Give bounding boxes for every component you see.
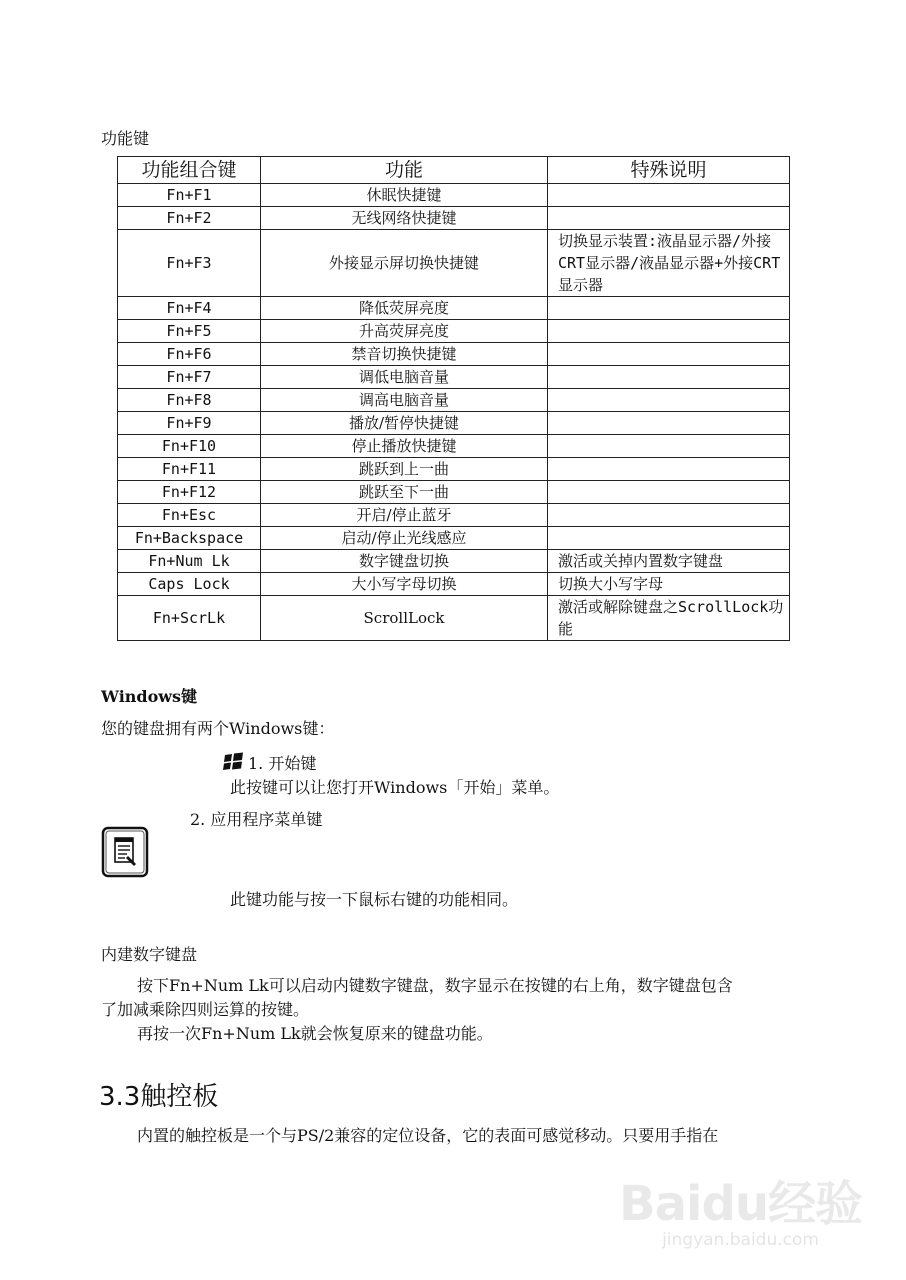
- table-row: [118, 412, 790, 435]
- table-row: [118, 343, 790, 366]
- keypad-para-line2: 了加减乘除四则运算的按键。: [101, 1000, 310, 1019]
- cell-function: 无线网络快捷键: [261, 207, 548, 230]
- cell-function: 数字键盘切换: [261, 550, 548, 573]
- cell-function: ScrollLock: [261, 596, 548, 641]
- cell-key-combo: Fn+F10: [118, 435, 261, 458]
- table-row: [118, 596, 790, 641]
- table-row: [118, 389, 790, 412]
- cell-key-combo: Caps Lock: [118, 573, 261, 596]
- cell-function: 跳跃至下一曲: [261, 481, 548, 504]
- table-row: [118, 230, 790, 297]
- table-row: [118, 527, 790, 550]
- windows-intro: 您的键盘拥有两个Windows键：: [101, 719, 335, 738]
- table-row: [118, 297, 790, 320]
- cell-function: 调高电脑音量: [261, 389, 548, 412]
- cell-note: [548, 389, 790, 412]
- table-row: [118, 504, 790, 527]
- cell-key-combo: Fn+F4: [118, 297, 261, 320]
- cell-key-combo: Fn+F5: [118, 320, 261, 343]
- header-note: 特殊说明: [548, 157, 790, 184]
- section-title-windows-key: Windows键: [101, 687, 198, 706]
- cell-note: [548, 366, 790, 389]
- cell-note: 激活或关掉内置数字键盘: [548, 550, 790, 573]
- table-row: [118, 573, 790, 596]
- cell-function: 停止播放快捷键: [261, 435, 548, 458]
- cell-function: 休眠快捷键: [261, 184, 548, 207]
- windows-logo-icon: [222, 752, 246, 772]
- cell-key-combo: Fn+F3: [118, 230, 261, 297]
- header-function: 功能: [261, 157, 548, 184]
- cell-key-combo: Fn+F2: [118, 207, 261, 230]
- cell-key-combo: Fn+Num Lk: [118, 550, 261, 573]
- cell-function: 禁音切换快捷键: [261, 343, 548, 366]
- table-header-row: [118, 157, 790, 184]
- application-menu-key-icon: [101, 826, 149, 878]
- cell-key-combo: Fn+Backspace: [118, 527, 261, 550]
- cell-note: [548, 435, 790, 458]
- table-row: [118, 458, 790, 481]
- section-title-keypad: 内建数字键盘: [101, 945, 198, 964]
- table-row: [118, 184, 790, 207]
- watermark-logo: Baidu经验: [619, 1176, 862, 1232]
- cell-function: 调低电脑音量: [261, 366, 548, 389]
- cell-note: [548, 297, 790, 320]
- cell-function: 跳跃到上一曲: [261, 458, 548, 481]
- cell-note: 切换大小写字母: [548, 573, 790, 596]
- cell-note: [548, 481, 790, 504]
- start-key-desc: 此按键可以让您打开Windows「开始」菜单。: [230, 778, 560, 797]
- table-body: [118, 184, 790, 641]
- keypad-para-line1: 按下Fn+Num Lk可以启动内键数字键盘，数字显示在按键的右上角，数字键盘包含: [137, 976, 733, 995]
- cell-note: [548, 320, 790, 343]
- function-key-table: [117, 156, 790, 641]
- windows-item-start: [222, 752, 316, 776]
- table-row: [118, 366, 790, 389]
- cell-function: 降低荧屏亮度: [261, 297, 548, 320]
- baidu-watermark: [619, 1165, 862, 1250]
- table-row: [118, 207, 790, 230]
- cell-note: 切换显示装置:液晶显示器/外接CRT显示器/液晶显示器+外接CRT显示器: [548, 230, 790, 297]
- table-row: [118, 550, 790, 573]
- touchpad-para: 内置的触控板是一个与PS/2兼容的定位设备，它的表面可感觉移动。只要用手指在: [137, 1126, 719, 1145]
- cell-function: 升高荧屏亮度: [261, 320, 548, 343]
- cell-note: 激活或解除键盘之ScrollLock功能: [548, 596, 790, 641]
- table-row: [118, 435, 790, 458]
- cell-key-combo: Fn+F8: [118, 389, 261, 412]
- cell-note: [548, 527, 790, 550]
- cell-note: [548, 184, 790, 207]
- cell-function: 开启/停止蓝牙: [261, 504, 548, 527]
- cell-key-combo: Fn+F7: [118, 366, 261, 389]
- cell-key-combo: Fn+ScrLk: [118, 596, 261, 641]
- cell-function: 外接显示屏切换快捷键: [261, 230, 548, 297]
- cell-key-combo: Fn+F11: [118, 458, 261, 481]
- cell-note: [548, 343, 790, 366]
- cell-function: 启动/停止光线感应: [261, 527, 548, 550]
- section-title-function-keys: 功能键: [101, 129, 150, 148]
- cell-note: [548, 458, 790, 481]
- cell-note: [548, 504, 790, 527]
- header-key-combo: 功能组合键: [118, 157, 261, 184]
- keypad-para2: 再按一次Fn+Num Lk就会恢复原来的键盘功能。: [137, 1024, 493, 1043]
- cell-key-combo: Fn+Esc: [118, 504, 261, 527]
- cell-key-combo: Fn+F6: [118, 343, 261, 366]
- watermark-url: jingyan.baidu.com: [662, 1230, 819, 1250]
- cell-key-combo: Fn+F9: [118, 412, 261, 435]
- menu-key-title: 2. 应用程序菜单键: [190, 810, 323, 829]
- cell-function: 播放/暂停快捷键: [261, 412, 548, 435]
- start-key-title: 1. 开始键: [248, 754, 317, 773]
- cell-note: [548, 207, 790, 230]
- table-row: [118, 481, 790, 504]
- cell-key-combo: Fn+F1: [118, 184, 261, 207]
- cell-key-combo: Fn+F12: [118, 481, 261, 504]
- table-row: [118, 320, 790, 343]
- cell-note: [548, 412, 790, 435]
- menu-key-desc: 此键功能与按一下鼠标右键的功能相同。: [230, 890, 519, 909]
- cell-function: 大小写字母切换: [261, 573, 548, 596]
- touchpad-heading: 3.3触控板: [99, 1082, 219, 1112]
